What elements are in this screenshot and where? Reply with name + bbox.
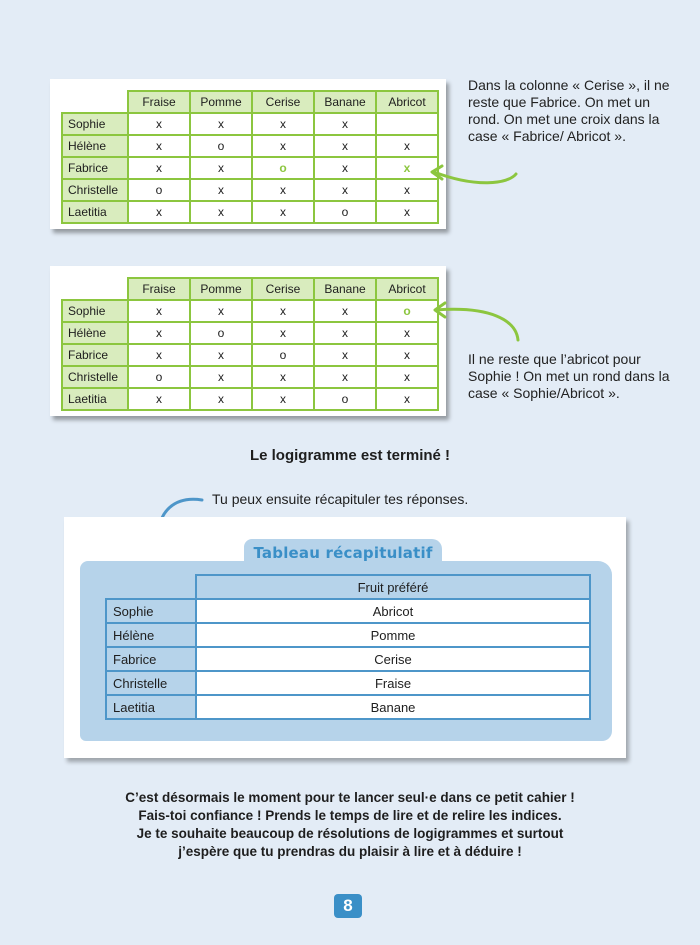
recap-row-value: Banane xyxy=(196,695,590,719)
table-row xyxy=(106,647,590,671)
column-header-cerise: Cerise xyxy=(252,91,314,113)
grid-cell: x xyxy=(376,201,438,223)
grid-cell: x xyxy=(252,179,314,201)
table-row xyxy=(106,599,590,623)
closing-line: Je te souhaite beaucoup de résolutions de logigrammes et surtout xyxy=(136,826,564,841)
column-header-banane: Banane xyxy=(314,91,376,113)
grid-row xyxy=(62,366,438,388)
grid-cell: o xyxy=(252,344,314,366)
column-header-cerise: Cerise xyxy=(252,278,314,300)
grid-cell: x xyxy=(314,179,376,201)
recap-row-value: Fraise xyxy=(196,671,590,695)
grid2-explanation: Il ne reste que l’abricot pour Sophie ! On met un rond dans la case « Sophie/Abricot ». xyxy=(468,351,670,401)
column-header-pomme: Pomme xyxy=(190,278,252,300)
row-name: Fabrice xyxy=(62,344,128,366)
row-name: Hélène xyxy=(62,322,128,344)
grid-cell: x xyxy=(190,344,252,366)
page-number: 8 xyxy=(334,894,362,918)
grid-cell-highlight: o xyxy=(376,300,438,322)
grid-cell: x xyxy=(314,300,376,322)
closing-line: j’espère que tu prendras du plaisir à lire et à déduire ! xyxy=(178,844,522,859)
grid-cell: x xyxy=(314,366,376,388)
grid-cell: x xyxy=(128,157,190,179)
grid-cell: x xyxy=(252,388,314,410)
grid-row xyxy=(62,135,438,157)
logic-grid-2 xyxy=(61,277,439,411)
recap-row-value: Pomme xyxy=(196,623,590,647)
column-header-abricot: Abricot xyxy=(376,91,438,113)
grid-cell: x xyxy=(190,388,252,410)
grid-row xyxy=(62,113,438,135)
grid-cell-highlight: x xyxy=(376,157,438,179)
recap-row-name: Hélène xyxy=(106,623,196,647)
grid-corner xyxy=(62,91,128,113)
grid-cell: x xyxy=(376,322,438,344)
table-row xyxy=(106,671,590,695)
column-header-fraise: Fraise xyxy=(128,278,190,300)
grid-row xyxy=(62,157,438,179)
grid-cell: x xyxy=(376,344,438,366)
row-name: Sophie xyxy=(62,113,128,135)
grid-row xyxy=(62,388,438,410)
row-name: Christelle xyxy=(62,179,128,201)
recap-column-header: Fruit préféré xyxy=(196,575,590,599)
grid-cell: o xyxy=(190,135,252,157)
recap-row-value: Cerise xyxy=(196,647,590,671)
grid-corner xyxy=(62,278,128,300)
grid-cell: x xyxy=(376,135,438,157)
grid-cell: o xyxy=(314,388,376,410)
grid-cell xyxy=(376,113,438,135)
column-header-pomme: Pomme xyxy=(190,91,252,113)
row-name: Laetitia xyxy=(62,201,128,223)
recap-table xyxy=(105,574,591,720)
grid-cell: x xyxy=(314,344,376,366)
table-row xyxy=(106,695,590,719)
grid-cell: x xyxy=(314,322,376,344)
grid-cell: x xyxy=(252,322,314,344)
column-header-abricot: Abricot xyxy=(376,278,438,300)
grid-cell: x xyxy=(314,135,376,157)
grid-cell: x xyxy=(190,366,252,388)
grid-cell: x xyxy=(314,157,376,179)
grid-row xyxy=(62,300,438,322)
grid-cell-highlight: o xyxy=(252,157,314,179)
grid-row xyxy=(62,344,438,366)
row-name: Sophie xyxy=(62,300,128,322)
grid-cell: x xyxy=(128,201,190,223)
recap-row-value: Abricot xyxy=(196,599,590,623)
grid-row xyxy=(62,179,438,201)
closing-line: C’est désormais le moment pour te lancer seul·e dans ce petit cahier ! xyxy=(125,790,575,805)
grid-cell: x xyxy=(128,300,190,322)
arrow-icon xyxy=(426,166,526,196)
grid-cell: x xyxy=(376,366,438,388)
recap-row-name: Christelle xyxy=(106,671,196,695)
grid1-explanation: Dans la colonne « Cerise », il ne reste que Fabrice. On met un rond. On met une croix dans la case « Fabrice/ Abricot ». xyxy=(468,77,670,144)
grid-cell: x xyxy=(128,322,190,344)
grid-cell: x xyxy=(252,135,314,157)
logic-grid-1 xyxy=(61,90,439,224)
grid-cell: x xyxy=(128,113,190,135)
grid-cell: x xyxy=(252,113,314,135)
grid-cell: x xyxy=(190,201,252,223)
recap-row-name: Sophie xyxy=(106,599,196,623)
completion-heading: Le logigramme est terminé ! xyxy=(249,447,451,464)
grid-cell: x xyxy=(252,300,314,322)
grid-cell: o xyxy=(314,201,376,223)
grid-cell: o xyxy=(190,322,252,344)
grid-cell: x xyxy=(252,201,314,223)
recap-title: Tableau récapitulatif xyxy=(253,544,433,562)
recap-intro: Tu peux ensuite récapituler tes réponses. xyxy=(212,491,469,507)
arrow-icon xyxy=(428,296,528,346)
grid-cell: x xyxy=(314,113,376,135)
grid-cell: o xyxy=(128,366,190,388)
row-name: Christelle xyxy=(62,366,128,388)
recap-row-name: Laetitia xyxy=(106,695,196,719)
row-name: Hélène xyxy=(62,135,128,157)
grid-cell: x xyxy=(128,344,190,366)
grid-row xyxy=(62,322,438,344)
grid-cell: x xyxy=(128,388,190,410)
grid-cell: x xyxy=(252,366,314,388)
column-header-banane: Banane xyxy=(314,278,376,300)
recap-corner xyxy=(106,575,196,599)
row-name: Laetitia xyxy=(62,388,128,410)
closing-line: Fais-toi confiance ! Prends le temps de lire et de relire les indices. xyxy=(138,808,562,823)
grid-row xyxy=(62,201,438,223)
grid-cell: x xyxy=(376,179,438,201)
grid-cell: o xyxy=(128,179,190,201)
column-header-fraise: Fraise xyxy=(128,91,190,113)
grid-cell: x xyxy=(376,388,438,410)
recap-row-name: Fabrice xyxy=(106,647,196,671)
grid-cell: x xyxy=(190,157,252,179)
closing-paragraph xyxy=(0,789,700,861)
grid-cell: x xyxy=(128,135,190,157)
grid-cell: x xyxy=(190,300,252,322)
table-row xyxy=(106,623,590,647)
grid-cell: x xyxy=(190,113,252,135)
row-name: Fabrice xyxy=(62,157,128,179)
grid-cell: x xyxy=(190,179,252,201)
